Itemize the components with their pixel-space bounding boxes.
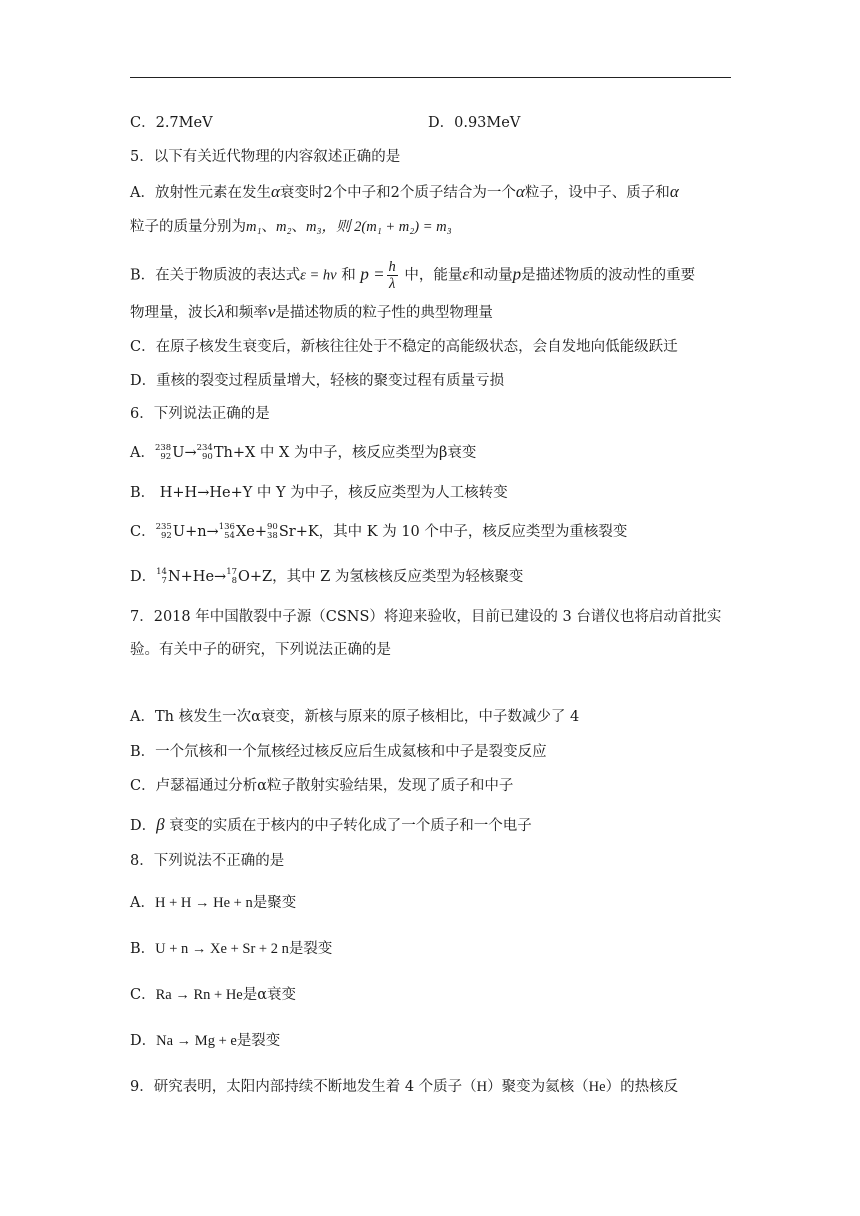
q7-stem-line2: 验。有关中子的研究，下列说法正确的是 bbox=[130, 642, 391, 658]
q6-option-c: C． 235 92 U+n→ 136 54 Xe+ 90 38 Sr+K，其中 K 为 10 个中子，核反应类型为重核裂变 bbox=[130, 522, 628, 541]
q8-option-b: B．U + n → Xe + Sr + 2 n是裂变 bbox=[130, 941, 333, 957]
h-over-lambda-fraction: $\frac{h}{\lambda}$ bbox=[388, 259, 396, 292]
q9-stem: 9．研究表明，太阳内部持续不断地发生着 4 个质子（H）聚变为氦核（He）的热核反 bbox=[130, 1079, 679, 1095]
q6-option-b: B． H+H→He+Y 中 Y 为中子，核反应类型为人工核转变 bbox=[130, 485, 508, 501]
q6-option-d: D． 14 7 N+He→ 17 8 O+Z，其中 Z 为氢核核反应类型为轻核聚变 bbox=[130, 567, 524, 586]
q7-option-a: A．Th 核发生一次α衰变，新核与原来的原子核相比，中子数减少了 4 bbox=[130, 709, 580, 725]
q5-option-a-line1: A．放射性元素在发生α衰变时2个中子和2个质子结合为一个α粒子，设中子、质子和α bbox=[130, 182, 679, 201]
q8-option-a: A．H + H → He + n是聚变 bbox=[130, 895, 297, 911]
q8-option-c: C．Ra → Rn + He是α衰变 bbox=[130, 987, 297, 1003]
q8-option-d: D．Na → Mg + e是裂变 bbox=[130, 1033, 281, 1049]
q5-stem: 5．以下有关近代物理的内容叙述正确的是 bbox=[130, 149, 401, 165]
q7-option-b: B．一个氘核和一个氚核经过核反应后生成氦核和中子是裂变反应 bbox=[130, 744, 547, 760]
q5-option-c: C．在原子核发生衰变后，新核往往处于不稳定的高能级状态，会自发地向低能级跃迁 bbox=[130, 339, 678, 355]
q7-option-d: D．β 衰变的实质在于核内的中子转化成了一个质子和一个电子 bbox=[130, 815, 532, 834]
q5-option-a-line2: 粒子的质量分别为m₁、m₂、m₃，则 2(m₁ + m₂) = m₃ bbox=[130, 219, 452, 235]
q8-stem: 8．下列说法不正确的是 bbox=[130, 853, 285, 869]
q6-stem: 6．下列说法正确的是 bbox=[130, 406, 270, 422]
q5-option-d: D．重核的裂变过程质量增大，轻核的聚变过程有质量亏损 bbox=[130, 373, 505, 389]
q5-option-b-line1: B．在关于物质波的表达式ε = hν 和 p = $\frac{h}{\lambda}$ 中，能量ε和动量p是描述物质的波动性的重要 bbox=[130, 259, 696, 292]
header-rule bbox=[130, 77, 731, 78]
q4-option-c: C．2.7MeV bbox=[130, 115, 213, 131]
q6-option-a: A． 238 92 U→ 234 90 Th+X 中 X 为中子，核反应类型为β衰变 bbox=[130, 443, 477, 462]
q4-option-d: D．0.93MeV bbox=[428, 115, 521, 131]
q7-option-c: C．卢瑟福通过分析α粒子散射实验结果，发现了质子和中子 bbox=[130, 778, 514, 794]
q7-stem-line1: 7．2018 年中国散裂中子源（CSNS）将迎来验收，目前已建设的 3 台谱仪也将启动首批实 bbox=[130, 609, 722, 625]
q5-option-b-line2: 物理量，波长λ和频率ν是描述物质的粒子性的典型物理量 bbox=[130, 302, 493, 321]
